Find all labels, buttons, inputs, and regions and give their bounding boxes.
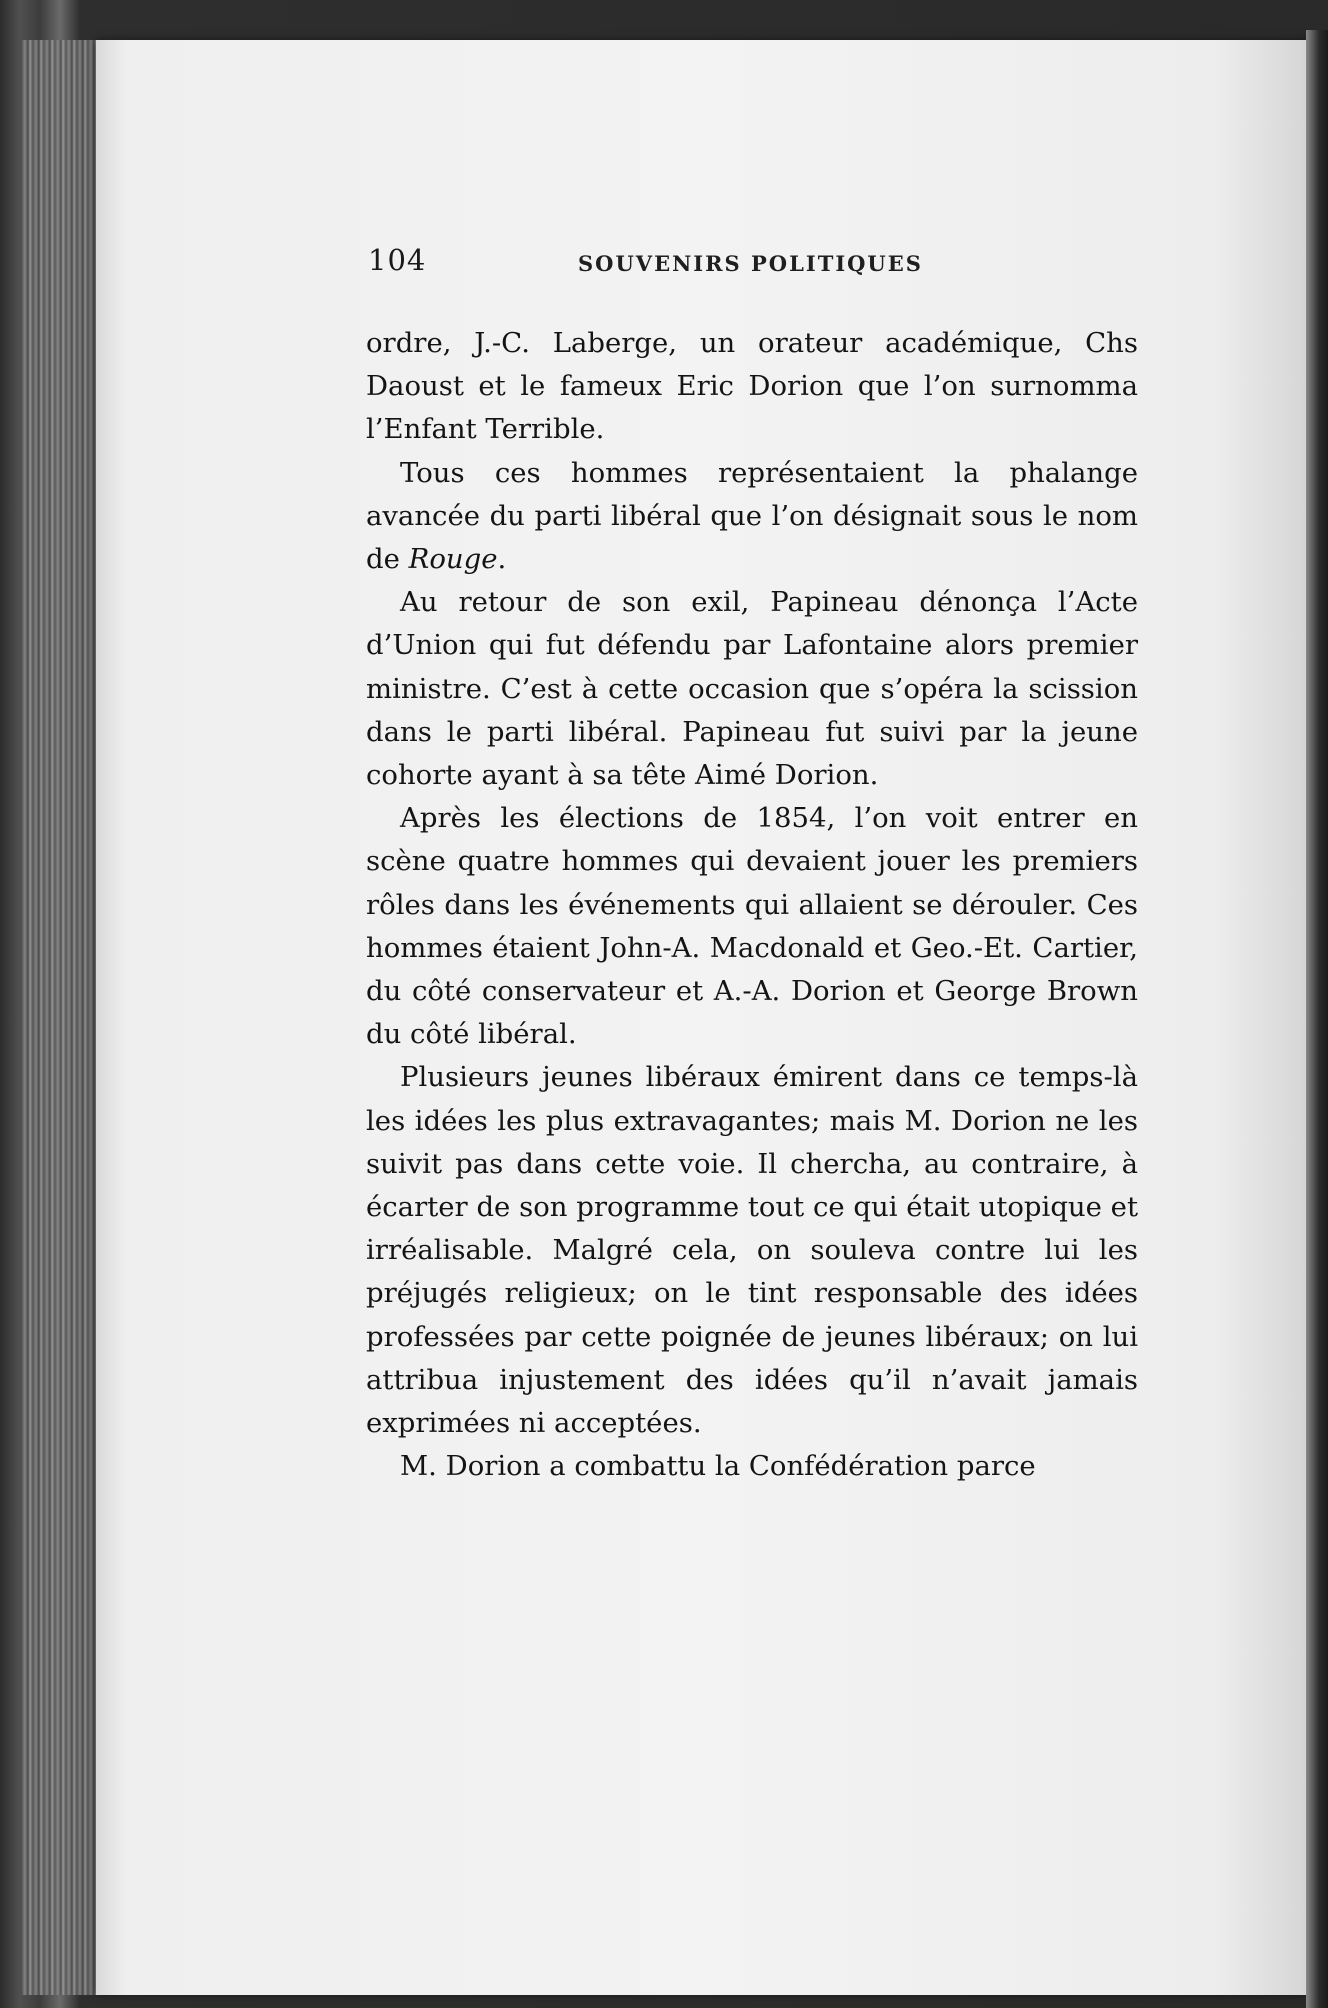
page-header [368, 243, 1128, 283]
paragraph-4: Après les élections de 1854, l’on voit entrer en scène quatre hommes qui devaient jouer les premiers rôles dans les événements qui allaient se dérouler. Ces hommes étaient John-A. Macdonald et Geo.-Et. Cartier, du côté conservateur et A.-A. Dorion et George Brown du côté libéral. [366, 802, 1138, 1051]
paragraph-3: Au retour de son exil, Papineau dénonça l’Acte d’Union qui fut défendu par Lafontaine alors premier ministre. C’est à cette occasion que s’opéra la scission dans le parti libéral. Papineau fut suivi par la jeune cohorte ayant à sa tête Aimé Dorion. [366, 586, 1138, 792]
body-text [366, 322, 1138, 1488]
paragraph-2-text: Tous ces hommes représentaient la phalange avancée du parti libéral que l’on désignait sous le nom de [366, 456, 1138, 576]
paragraph-2-end: . [497, 543, 507, 576]
running-head: SOUVENIRS POLITIQUES [578, 251, 923, 276]
paragraph-2 [366, 452, 1138, 582]
page-number: 104 [368, 243, 427, 277]
paragraph-6: M. Dorion a combattu la Confédération parce [400, 1450, 1036, 1483]
book-gutter-edge [1306, 30, 1328, 2008]
paragraph-1: ordre, J.-C. Laberge, un orateur académique, Chs Daoust et le fameux Eric Dorion que l’on surnomma l’Enfant Terrible. [366, 327, 1138, 446]
paragraph-5: Plusieurs jeunes libéraux émirent dans ce temps-là les idées les plus extravagantes; mais M. Dorion ne les suivit pas dans cette voie. Il chercha, au contraire, à écarter de son programme tout ce qui était utopique et irréalisable. Malgré cela, on souleva contre lui les préjugés religieux; on le tint responsable des idées professées par cette poignée de jeunes libéraux; on lui attribua injustement des idées qu’il n’avait jamais exprimées ni acceptées. [366, 1061, 1138, 1440]
italic-term: Rouge [408, 543, 498, 576]
